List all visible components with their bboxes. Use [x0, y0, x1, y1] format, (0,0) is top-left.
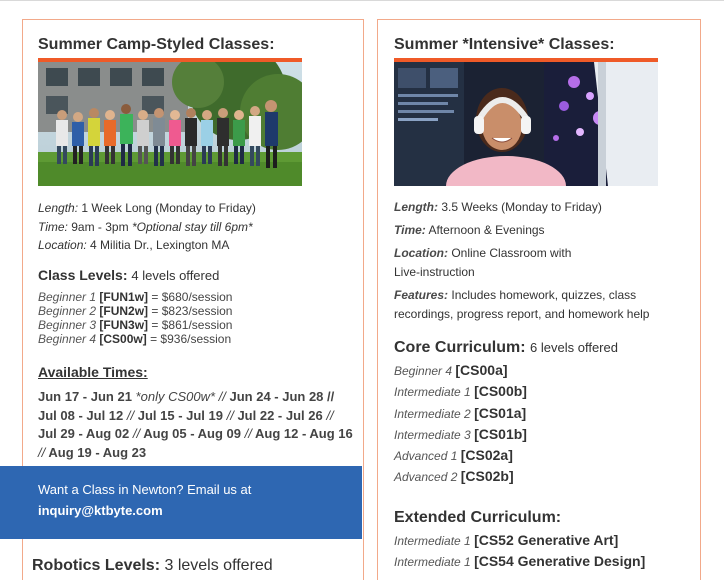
email-link[interactable]: inquiry@ktbyte.com [38, 503, 163, 518]
camp-location: Location: 4 Militia Dr., Lexington MA [38, 238, 230, 252]
available-times-list: Jun 17 - Jun 21 *only CS00w* // Jun 24 - Jun 28 // Jul 08 - Jul 12 // Jul 15 - Jul 19 // Jul 22 - Jul 26 // Jul 29 - Aug 02 // Aug 05 - Aug 09 // Aug 12 - Aug 16 // Aug 19 - Aug 23 [38, 389, 353, 460]
robotics-heading: Robotics Levels: 3 levels offered [32, 557, 273, 574]
list-item: Advanced 2 [CS02b] [394, 468, 514, 485]
intensive-title: Summer *Intensive* Classes: [394, 36, 615, 53]
extended-curriculum-list [394, 532, 645, 574]
extended-curriculum-heading: Extended Curriculum: [394, 509, 562, 526]
core-curriculum-heading: Core Curriculum: 6 levels offered [394, 339, 618, 356]
banner-text: Want a Class in Newton? Email us at [38, 482, 252, 497]
newton-contact-banner [0, 466, 362, 539]
list-item: Beginner 4 [CS00a] [394, 362, 508, 378]
camp-time: Time: 9am - 3pm *Optional stay till 6pm* [38, 219, 253, 234]
list-item: Intermediate 1 [CS00b] [394, 383, 527, 400]
list-item: Advanced 1 [CS02a] [394, 447, 513, 464]
camp-levels-list [38, 290, 232, 346]
core-curriculum-list [394, 362, 527, 490]
list-item: Intermediate 1 [CS54 Generative Design] [394, 553, 646, 569]
intensive-features: Features: Includes homework, quizzes, class recordings, progress report, and homework help [394, 288, 650, 321]
list-item: Beginner 1 [FUN1w] = $680/session [38, 290, 233, 304]
camp-details [38, 199, 338, 255]
camp-title: Summer Camp-Styled Classes: [38, 36, 275, 53]
list-item: Beginner 4 [CS00w] = $936/session [38, 332, 232, 346]
intensive-location: Location: Online Classroom with Live-instruction [394, 246, 572, 279]
list-item: Intermediate 1 [CS52 Generative Art] [394, 532, 619, 548]
list-item: Beginner 3 [FUN3w] = $861/session [38, 318, 233, 332]
intensive-time: Time: Afternoon & Evenings [394, 223, 545, 237]
top-divider [0, 0, 724, 1]
list-item: Intermediate 2 [CS01a] [394, 404, 527, 421]
intensive-details [394, 198, 694, 324]
list-item: Beginner 2 [FUN2w] = $823/session [38, 304, 233, 318]
intensive-length: Length: 3.5 Weeks (Monday to Friday) [394, 200, 602, 214]
camp-group-photo [38, 58, 302, 186]
camp-levels-heading: Class Levels: 4 levels offered [38, 267, 220, 283]
camp-length: Length: 1 Week Long (Monday to Friday) [38, 201, 256, 215]
intensive-student-photo [394, 58, 658, 186]
list-item: Intermediate 3 [CS01b] [394, 425, 527, 442]
available-times-heading: Available Times: [38, 364, 148, 380]
